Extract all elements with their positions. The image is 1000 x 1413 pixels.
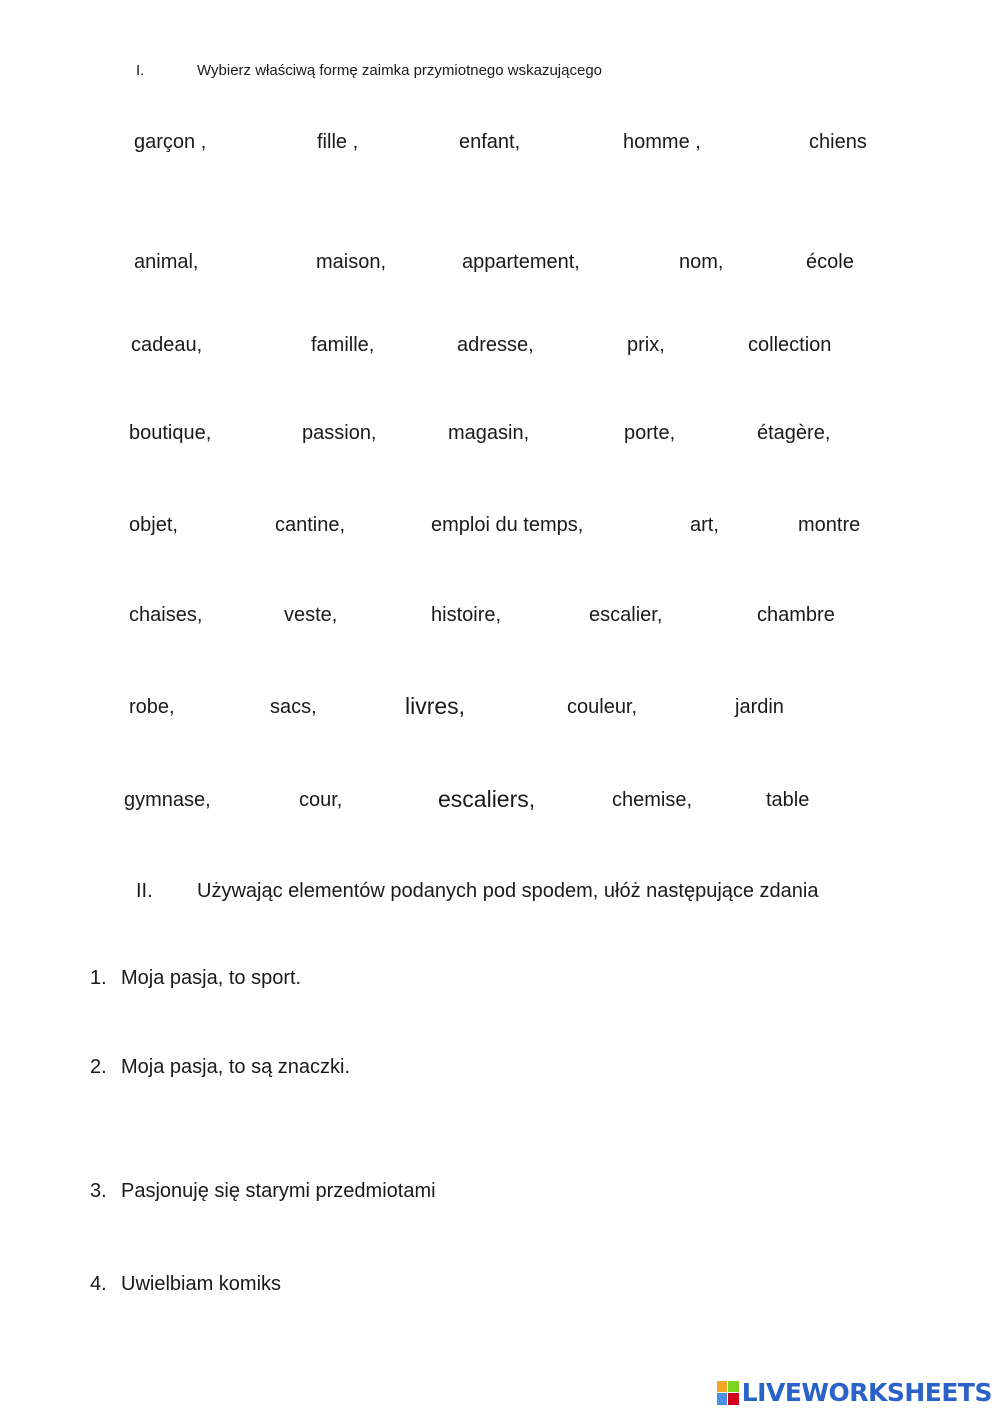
word-chemise: chemise, [612, 789, 693, 811]
word-etagere: étagère, [757, 422, 831, 444]
word-couleur: couleur, [567, 696, 638, 718]
list-item [90, 1273, 281, 1296]
liveworksheets-logo[interactable] [717, 1378, 992, 1407]
word-adresse: adresse, [457, 334, 534, 356]
word-escalier: escalier, [589, 604, 663, 626]
list-item-text: Pasjonuję się starymi przedmiotami [121, 1180, 436, 1202]
word-chaises: chaises, [129, 604, 203, 626]
section-1-number: I. [136, 62, 145, 79]
section-2-instruction: Używając elementów podanych pod spodem, ułóż następujące zdania [197, 880, 819, 902]
list-item [90, 1056, 350, 1079]
list-item-number: 4. [90, 1273, 107, 1295]
logo-mark-icon [717, 1381, 739, 1405]
list-item-text: Uwielbiam komiks [121, 1273, 282, 1295]
word-art: art, [690, 514, 719, 536]
section-2-number: II. [136, 880, 153, 902]
word-jardin: jardin [735, 696, 784, 718]
word-maison: maison, [316, 251, 387, 273]
word-sacs: sacs, [270, 696, 317, 718]
word-appartement: appartement, [462, 251, 580, 273]
word-livres: livres, [405, 693, 466, 719]
word-veste: veste, [284, 604, 338, 626]
word-nom: nom, [679, 251, 724, 273]
word-objet: objet, [129, 514, 178, 536]
word-gymnase: gymnase, [124, 789, 211, 811]
logo-text: LIVEWORKSHEETS [741, 1378, 992, 1407]
word-famille: famille, [311, 334, 375, 356]
word-cantine: cantine, [275, 514, 346, 536]
word-montre: montre [798, 514, 861, 536]
word-prix: prix, [627, 334, 665, 356]
word-histoire: histoire, [431, 604, 502, 626]
word-chiens: chiens [809, 131, 867, 153]
list-item [90, 967, 301, 990]
word-robe: robe, [129, 696, 175, 718]
list-item-number: 1. [90, 967, 107, 989]
word-chambre: chambre [757, 604, 835, 626]
word-garcon: garçon , [134, 131, 207, 153]
list-item-text: Moja pasja, to są znaczki. [121, 1056, 350, 1078]
word-cadeau: cadeau, [131, 334, 203, 356]
list-item-number: 3. [90, 1180, 107, 1202]
word-passion: passion, [302, 422, 377, 444]
word-collection: collection [748, 334, 832, 356]
word-magasin: magasin, [448, 422, 530, 444]
word-emploi-du-temps: emploi du temps, [431, 514, 584, 536]
list-item [90, 1180, 436, 1203]
list-item-number: 2. [90, 1056, 107, 1078]
word-enfant: enfant, [459, 131, 521, 153]
list-item-text: Moja pasja, to sport. [121, 967, 302, 989]
word-fille: fille , [317, 131, 359, 153]
word-escaliers: escaliers, [438, 786, 536, 812]
section-1-instruction: Wybierz właściwą formę zaimka przymiotnego wskazującego [197, 62, 603, 79]
word-boutique: boutique, [129, 422, 212, 444]
word-animal: animal, [134, 251, 199, 273]
word-table: table [766, 789, 810, 811]
word-ecole: école [806, 251, 854, 273]
word-porte: porte, [624, 422, 676, 444]
word-homme: homme , [623, 131, 701, 153]
word-cour: cour, [299, 789, 343, 811]
